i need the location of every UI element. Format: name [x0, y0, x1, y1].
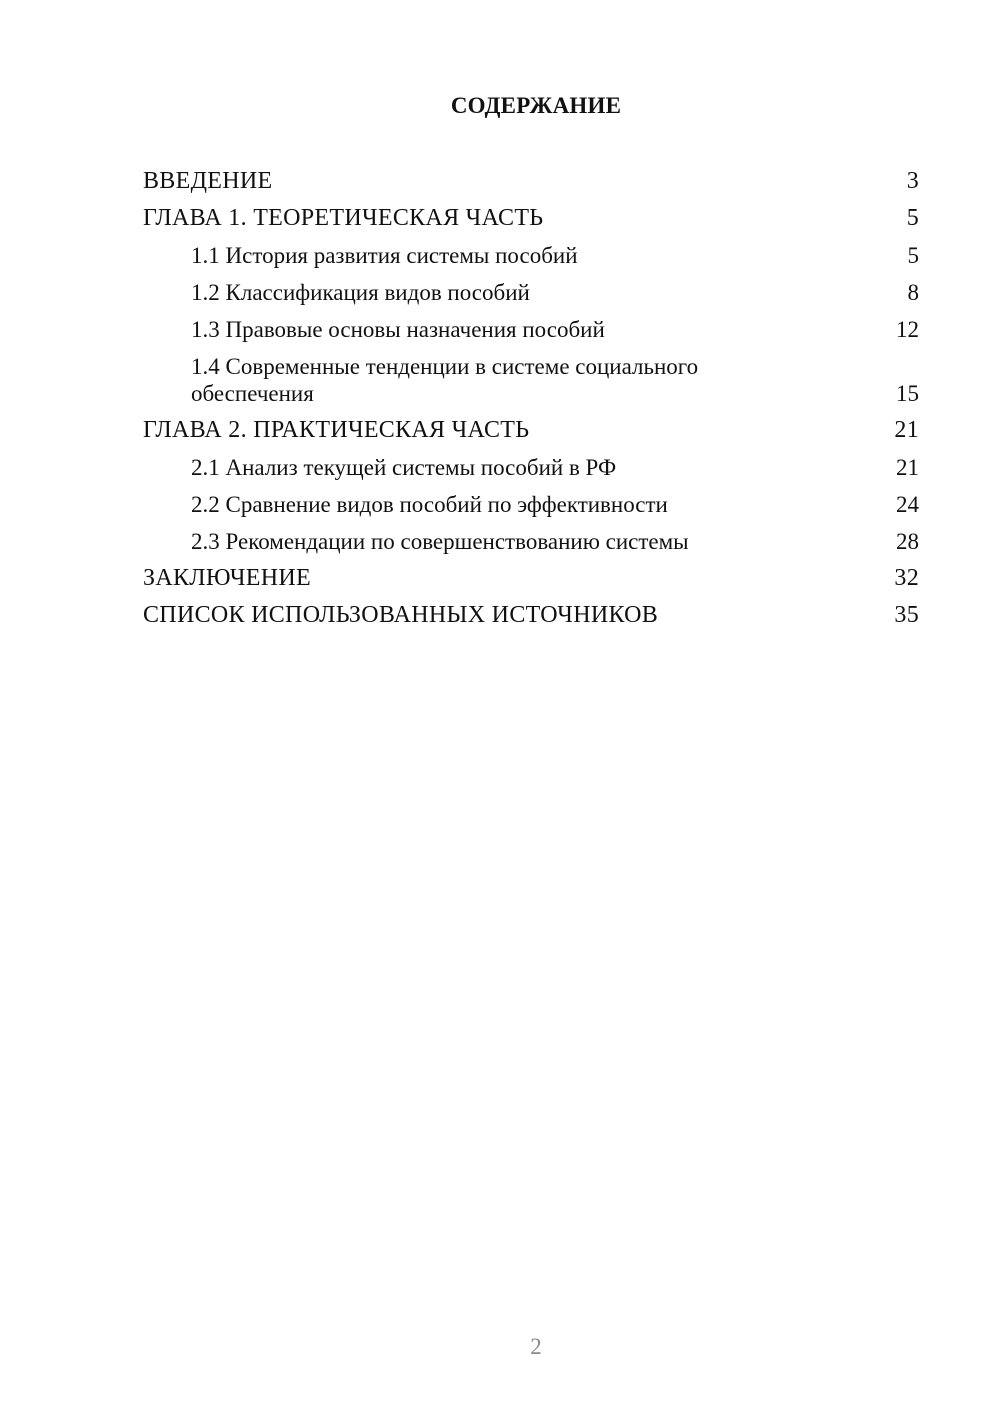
toc-entry-label: ВВЕДЕНИЕ [143, 168, 273, 194]
toc-entry-label: ГЛАВА 1. ТЕОРЕТИЧЕСКАЯ ЧАСТЬ [143, 205, 544, 231]
toc-entry-conclusion[interactable] [143, 565, 919, 592]
toc-entry-label: ГЛАВА 2. ПРАКТИЧЕСКАЯ ЧАСТЬ [143, 417, 530, 443]
toc-entry-label: 1.1 История развития системы пособий [191, 243, 578, 268]
toc-entry-page: 24 [896, 492, 919, 517]
toc-entry-page: 28 [896, 529, 919, 554]
table-of-contents [143, 168, 919, 639]
toc-entry-page: 32 [894, 565, 919, 591]
toc-entry-label: 2.2 Сравнение видов пособий по эффективности [191, 492, 668, 517]
toc-entry-introduction[interactable] [143, 168, 919, 195]
toc-entry-page: 21 [894, 417, 919, 443]
toc-entry-label: СПИСОК ИСПОЛЬЗОВАННЫХ ИСТОЧНИКОВ [143, 602, 659, 628]
toc-entry-page: 35 [894, 602, 919, 628]
toc-entry-chapter-2[interactable] [143, 417, 919, 444]
toc-entry-section-1-1[interactable] [143, 242, 919, 269]
toc-entry-section-1-3[interactable] [143, 316, 919, 343]
toc-entry-page: 3 [906, 168, 919, 194]
toc-entry-page: 12 [896, 317, 919, 342]
toc-entry-page: 5 [906, 205, 919, 231]
toc-entry-section-1-4[interactable] [143, 353, 919, 407]
toc-entry-section-2-3[interactable] [143, 528, 919, 555]
toc-entry-label: 1.3 Правовые основы назначения пособий [191, 317, 605, 342]
toc-entry-section-2-1[interactable] [143, 454, 919, 481]
toc-entry-page: 21 [896, 455, 919, 480]
toc-entry-section-1-2[interactable] [143, 279, 919, 306]
toc-entry-page: 5 [907, 243, 919, 268]
toc-entry-label: 1.4 Современные тенденции в системе социального обеспечения [191, 354, 699, 406]
toc-entry-chapter-1[interactable] [143, 205, 919, 232]
toc-entry-page: 15 [896, 381, 919, 406]
page-title: СОДЕРЖАНИЕ [450, 93, 622, 118]
toc-entry-references[interactable] [143, 602, 919, 629]
toc-entry-section-2-2[interactable] [143, 491, 919, 518]
page-number: 2 [530, 1334, 542, 1359]
toc-entry-label: 2.1 Анализ текущей системы пособий в РФ [191, 455, 617, 480]
toc-entry-label: 1.2 Классификация видов пособий [191, 280, 530, 305]
toc-entry-label: 2.3 Рекомендации по совершенствованию системы [191, 529, 689, 554]
toc-entry-label: ЗАКЛЮЧЕНИЕ [143, 565, 311, 591]
toc-entry-page: 8 [907, 280, 919, 305]
